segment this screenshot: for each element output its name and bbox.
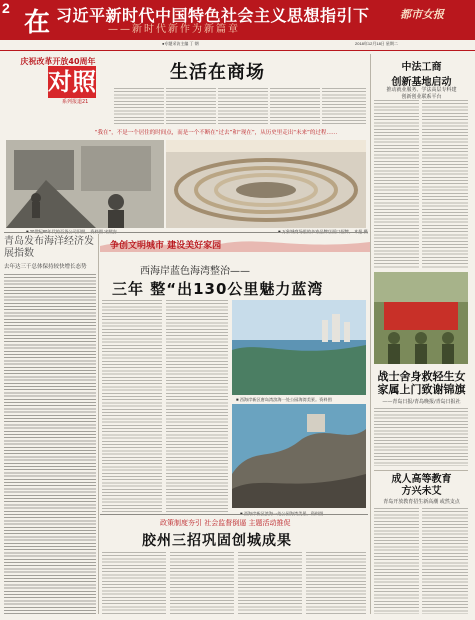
story1-text-2 [166, 300, 228, 512]
series-header: 庆祝改革开放40周年 [20, 57, 96, 66]
photo-soldiers-graphic [374, 272, 468, 364]
right-text-3b [422, 508, 468, 614]
pull-quote: “我在”，不是一个居住的时间点，而是一个不断在“过去”和“现在”，从历史里走出“未来”的过程…… [94, 130, 338, 136]
story2-text-3 [238, 552, 302, 614]
right-subhead-1: 推动就业服务、学法高层专科建 创新创业联系平台 [386, 87, 457, 100]
story2-divider [100, 514, 368, 515]
feature-title: 生活在商场 [170, 62, 265, 83]
right-headline-3: 成人高等教育 方兴未艾 [391, 474, 452, 497]
series-badge: 对照 [48, 68, 96, 96]
qingdao-subhead: 去年达三千总体保持较快增长态势 [4, 264, 87, 270]
story1-kicker: 西海岸蓝色海湾整治—— [140, 266, 250, 277]
right-text-1b [422, 100, 468, 268]
right-divider-2 [374, 470, 468, 471]
meta-strip [0, 40, 475, 51]
story2-kicker: 政策制度夯引 社会监督倒逼 主题活动推促 [160, 519, 291, 527]
photo-bay-1 [232, 300, 366, 395]
story2-text-2 [170, 552, 234, 614]
right-text-2 [374, 408, 468, 466]
caption-bay-1: ■ 西海岸新区唐岛湾滨海一处公园海湾美景。资料图 [236, 397, 332, 402]
qingdao-headline: 青岛发布海洋经济发展指数 [4, 236, 94, 259]
right-text-3a [374, 508, 419, 614]
feature-text-1 [114, 88, 164, 124]
story2-text-1 [102, 552, 166, 614]
feature-text-3 [218, 88, 268, 124]
campaign-slogan: 争创文明城市 建设美好家园 [110, 241, 222, 251]
right-subhead-2: ——青岛日报/青岛晚报/青岛日报社 [382, 399, 461, 405]
right-subhead-3: 青岛开放教育招生新高潮 或然支点 [383, 499, 460, 505]
meta-left: ●专题采访主编 丁 钢 [162, 41, 199, 46]
story2-text-4 [306, 552, 366, 614]
mid-divider [4, 232, 368, 233]
page-number: 2 [2, 0, 10, 16]
masthead-title: 习近平新时代中国特色社会主义思想指引下 [56, 6, 370, 25]
newspaper-logo: 都市女报 [400, 8, 444, 21]
photo-old-store-graphic [6, 140, 164, 228]
right-headline-2: 战士舍身救轻生女 家属上门致谢锦旗 [377, 370, 466, 396]
photo-mall-graphic [166, 140, 366, 228]
story1-headline: 三年 整“出130公里魅力蓝湾 [112, 280, 324, 298]
photo-old-store [6, 140, 164, 228]
right-headline-1: 中法工商 创新基地启动 [391, 62, 452, 88]
right-text-1a [374, 100, 419, 268]
feature-text-2 [166, 88, 216, 124]
meta-date: 2018年12月18日 星期二 [355, 41, 398, 46]
series-badge-small: 系列报道21 [62, 99, 89, 105]
qingdao-text [4, 274, 96, 614]
photo-mall [166, 140, 366, 228]
story2-headline: 胶州三招巩固创城成果 [142, 533, 292, 549]
masthead-subtitle: ——新时代新作为新篇章 [108, 24, 240, 35]
story1-text-1 [102, 300, 162, 512]
photo-soldiers [374, 272, 468, 364]
right-column-divider [370, 54, 371, 614]
photo-bay-2-graphic [232, 404, 366, 508]
photo-bay-2 [232, 404, 366, 508]
feature-text-4 [270, 88, 320, 124]
masthead-big-char: 在 [24, 8, 51, 38]
feature-text-5 [322, 88, 366, 124]
photo-bay-1-graphic [232, 300, 366, 395]
left-column-divider [98, 234, 99, 614]
